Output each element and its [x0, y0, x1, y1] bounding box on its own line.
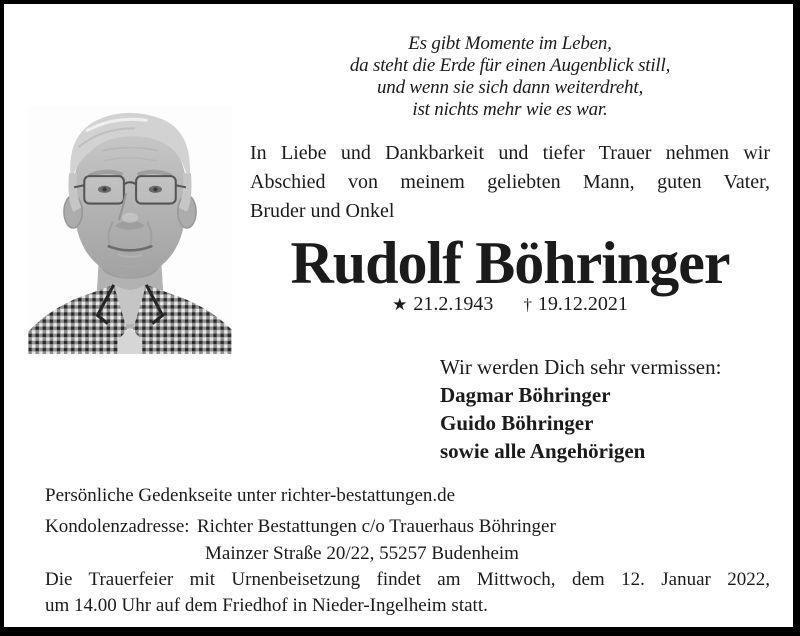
intro-paragraph — [250, 139, 770, 226]
portrait-photo — [28, 106, 232, 354]
birth-date-group — [392, 293, 493, 315]
poem-line: Es gibt Momente im Leben, — [408, 33, 612, 54]
intro-line: Bruder und Onkel — [250, 200, 395, 222]
memorial-page-line: Persönliche Gedenkseite unter richter-bestattungen.de — [45, 485, 456, 506]
condolence-address-line2: Mainzer Straße 20/22, 55257 Budenheim — [205, 543, 519, 564]
birth-date: 21.2.1943 — [413, 293, 494, 315]
poem-line: ist nichts mehr wie es war. — [412, 99, 608, 120]
death-cross-icon: † — [523, 295, 532, 314]
poem-line: und wenn sie sich dann weiterdreht, — [376, 77, 643, 98]
intro-line: Abschied von meinem geliebten Mann, guten Vater, — [250, 171, 770, 193]
portrait-illustration — [28, 106, 232, 354]
intro-line: In Liebe und Dankbarkeit und tiefer Trauer nehmen wir — [250, 142, 770, 164]
deceased-name: Rudolf Böhringer — [290, 230, 730, 296]
funeral-announcement — [45, 567, 770, 619]
condolence-label: Kondolenzadresse: — [45, 516, 190, 537]
life-dates — [250, 292, 770, 317]
mourner-name: Guido Böhringer — [440, 411, 594, 435]
poem-line: da steht die Erde für einen Augenblick still, — [349, 55, 671, 76]
condolence-address-line1: Richter Bestattungen c/o Trauerhaus Böhringer — [197, 516, 556, 537]
farewell-intro: Wir werden Dich sehr vermissen: — [440, 355, 722, 379]
birth-star-icon: ★ — [392, 295, 408, 314]
condolence-row — [45, 513, 745, 540]
death-date-group — [523, 293, 628, 315]
mourner-name: sowie alle Angehörigen — [440, 439, 646, 463]
condolence-address-block — [45, 513, 745, 567]
poem-verse — [280, 33, 740, 121]
funeral-line: um 14.00 Uhr auf dem Friedhof in Nieder-Ingelheim statt. — [45, 595, 488, 616]
mourner-name: Dagmar Böhringer — [440, 383, 611, 407]
death-date: 19.12.2021 — [537, 293, 628, 315]
funeral-line: Die Trauerfeier mit Urnenbeisetzung findet am Mittwoch, dem 12. Januar 2022, — [45, 569, 770, 590]
farewell-block — [440, 353, 780, 465]
